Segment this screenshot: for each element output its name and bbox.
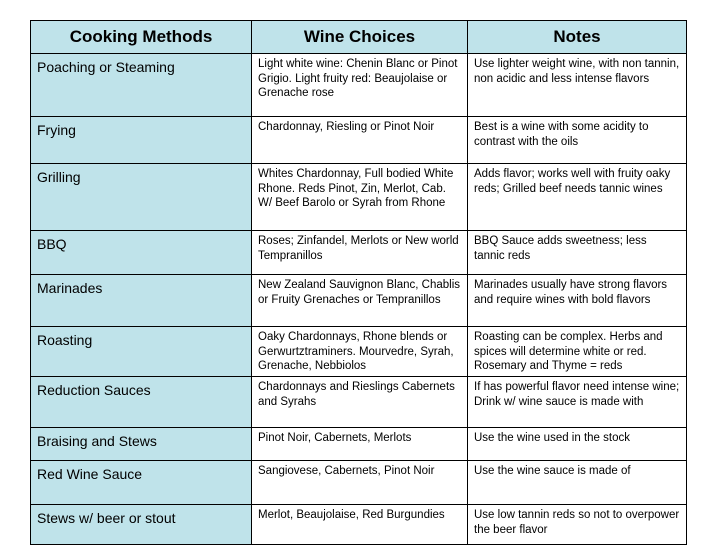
wine-choice-cell: Whites Chardonnay, Full bodied White Rhone. Reds Pinot, Zin, Merlot, Cab. W/ Beef Barolo or Syrah from Rhone — [252, 164, 468, 231]
table-row — [31, 231, 687, 275]
cooking-method-cell: Reduction Sauces — [31, 377, 252, 428]
header-notes: Notes — [468, 21, 687, 54]
cooking-method-cell: Braising and Stews — [31, 428, 252, 461]
wine-choice-cell: New Zealand Sauvignon Blanc, Chablis or Fruity Grenaches or Tempranillos — [252, 275, 468, 327]
table-row — [31, 275, 687, 327]
notes-cell: BBQ Sauce adds sweetness; less tannic reds — [468, 231, 687, 275]
wine-choice-cell: Merlot, Beaujolaise, Red Burgundies — [252, 505, 468, 545]
notes-cell: Adds flavor; works well with fruity oaky reds; Grilled beef needs tannic wines — [468, 164, 687, 231]
table-row — [31, 327, 687, 377]
wine-pairing-table — [30, 20, 687, 545]
wine-choice-cell: Roses; Zinfandel, Merlots or New world Tempranillos — [252, 231, 468, 275]
notes-cell: Use lighter weight wine, with non tannin, non acidic and less intense flavors — [468, 54, 687, 117]
notes-cell: Marinades usually have strong flavors and require wines with bold flavors — [468, 275, 687, 327]
cooking-method-cell: Grilling — [31, 164, 252, 231]
wine-choice-cell: Oaky Chardonnays, Rhone blends or Gerwurtztraminers. Mourvedre, Syrah, Grenache, Nebbiolos — [252, 327, 468, 377]
wine-choice-cell: Sangiovese, Cabernets, Pinot Noir — [252, 461, 468, 505]
cooking-method-cell: Marinades — [31, 275, 252, 327]
cooking-method-cell: Stews w/ beer or stout — [31, 505, 252, 545]
header-cooking-methods: Cooking Methods — [31, 21, 252, 54]
notes-cell: Roasting can be complex. Herbs and spices will determine white or red. Rosemary and Thyme = reds — [468, 327, 687, 377]
table-row — [31, 377, 687, 428]
table-row — [31, 461, 687, 505]
wine-choice-cell: Pinot Noir, Cabernets, Merlots — [252, 428, 468, 461]
cooking-method-cell: BBQ — [31, 231, 252, 275]
table-row — [31, 505, 687, 545]
cooking-method-cell: Frying — [31, 117, 252, 164]
cooking-method-cell: Poaching or Steaming — [31, 54, 252, 117]
wine-choice-cell: Light white wine: Chenin Blanc or Pinot Grigio. Light fruity red: Beaujolaise or Grenache rose — [252, 54, 468, 117]
table-row — [31, 117, 687, 164]
wine-pairing-table-container — [30, 20, 686, 545]
notes-cell: Best is a wine with some acidity to contrast with the oils — [468, 117, 687, 164]
header-wine-choices: Wine Choices — [252, 21, 468, 54]
table-row — [31, 54, 687, 117]
wine-choice-cell: Chardonnays and Rieslings Cabernets and Syrahs — [252, 377, 468, 428]
notes-cell: Use the wine sauce is made of — [468, 461, 687, 505]
notes-cell: Use low tannin reds so not to overpower the beer flavor — [468, 505, 687, 545]
table-row — [31, 164, 687, 231]
notes-cell: If has powerful flavor need intense wine; Drink w/ wine sauce is made with — [468, 377, 687, 428]
notes-cell: Use the wine used in the stock — [468, 428, 687, 461]
table-row — [31, 428, 687, 461]
header-row — [31, 21, 687, 54]
cooking-method-cell: Roasting — [31, 327, 252, 377]
cooking-method-cell: Red Wine Sauce — [31, 461, 252, 505]
wine-choice-cell: Chardonnay, Riesling or Pinot Noir — [252, 117, 468, 164]
